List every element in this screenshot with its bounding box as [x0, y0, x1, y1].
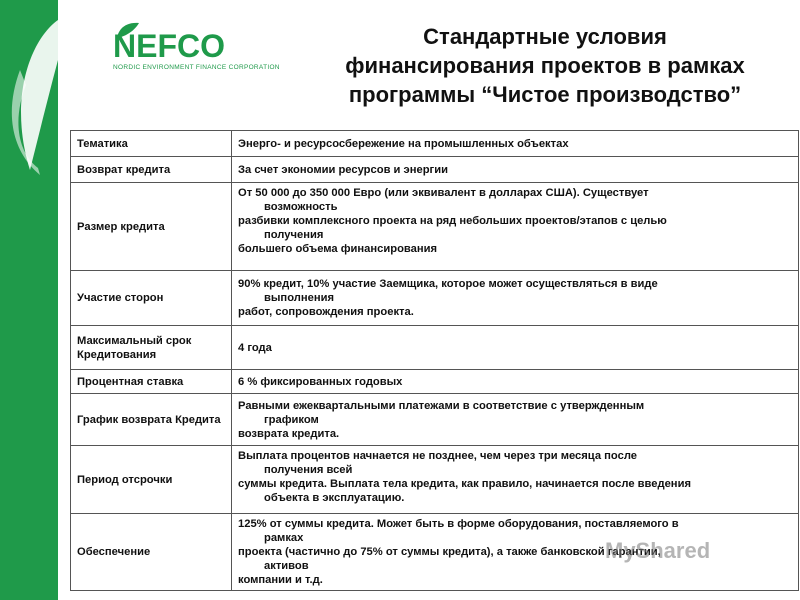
value-line: 4 года	[238, 341, 272, 354]
row-value	[232, 446, 799, 514]
value-line: получения	[264, 229, 324, 241]
value-line: Энерго- и ресурсосбережение на промышленных объектах	[238, 137, 569, 150]
title-line-1: Стандартные условия	[423, 24, 667, 49]
row-value	[232, 394, 799, 446]
table-row	[71, 131, 799, 157]
value-line: 90% кредит, 10% участие Заемщика, которое может осуществляться в виде	[238, 278, 658, 290]
value-line: компании и т.д.	[238, 574, 323, 586]
nefco-logo	[113, 22, 313, 77]
row-value	[232, 183, 799, 271]
row-label: Обеспечение	[71, 514, 232, 591]
title-line-2: финансирования проектов в рамках	[345, 53, 745, 78]
row-value	[232, 271, 799, 326]
value-line: возможность	[264, 201, 338, 213]
table-row	[71, 370, 799, 394]
row-value	[232, 326, 799, 370]
row-label: Размер кредита	[71, 183, 232, 271]
value-line: рамках	[264, 532, 304, 544]
row-value	[232, 131, 799, 157]
row-label: Максимальный срок Кредитования	[71, 326, 232, 370]
row-label: Период отсрочки	[71, 446, 232, 514]
value-line: За счет экономии ресурсов и энергии	[238, 163, 448, 176]
row-label: График возврата Кредита	[71, 394, 232, 446]
logo-name: NEFCO	[113, 28, 225, 64]
table-row	[71, 326, 799, 370]
value-line: суммы кредита. Выплата тела кредита, как правило, начинается после введения	[238, 478, 691, 490]
value-line: большего объема финансирования	[238, 243, 438, 255]
value-line: От 50 000 до 350 000 Евро (или эквивалент в долларах США). Существует	[238, 187, 649, 199]
row-label: Участие сторон	[71, 271, 232, 326]
table-row	[71, 446, 799, 514]
value-line: выполнения	[264, 292, 334, 304]
conditions-table	[70, 130, 799, 591]
table-row	[71, 394, 799, 446]
value-line: 125% от суммы кредита. Может быть в форме оборудования, поставляемого в	[238, 518, 679, 530]
value-line: Выплата процентов начнается не позднее, чем через три месяца после	[238, 450, 637, 462]
row-label: Процентная ставка	[71, 370, 232, 394]
row-value	[232, 157, 799, 183]
value-line: активов	[264, 560, 309, 572]
value-line: получения всей	[264, 464, 353, 476]
value-line: Равными ежеквартальными платежами в соответствие с утвержденным	[238, 399, 645, 412]
value-line: графиком	[264, 413, 319, 426]
value-line: проекта (частично до 75% от суммы кредита), а также банковской гарантии,	[238, 546, 661, 558]
row-label: Тематика	[71, 131, 232, 157]
table-row	[71, 157, 799, 183]
value-line: разбивки комплексного проекта на ряд небольших проектов/этапов с целью	[238, 215, 667, 227]
row-label: Возврат кредита	[71, 157, 232, 183]
value-line: объекта в эксплуатацию.	[264, 492, 405, 504]
title-line-3: программы “Чистое производство”	[348, 82, 742, 107]
value-line: 6 % фиксированных годовых	[238, 375, 403, 388]
row-value	[232, 370, 799, 394]
value-line: возврата кредита.	[238, 427, 340, 440]
logo-tagline: NORDIC ENVIRONMENT FINANCE CORPORATION	[113, 64, 280, 71]
table-row	[71, 183, 799, 271]
table-row	[71, 271, 799, 326]
value-line: работ, сопровождения проекта.	[238, 306, 414, 318]
leaf-decoration-icon	[0, 0, 58, 600]
watermark: MyShared	[605, 538, 711, 563]
page-title	[305, 22, 785, 109]
